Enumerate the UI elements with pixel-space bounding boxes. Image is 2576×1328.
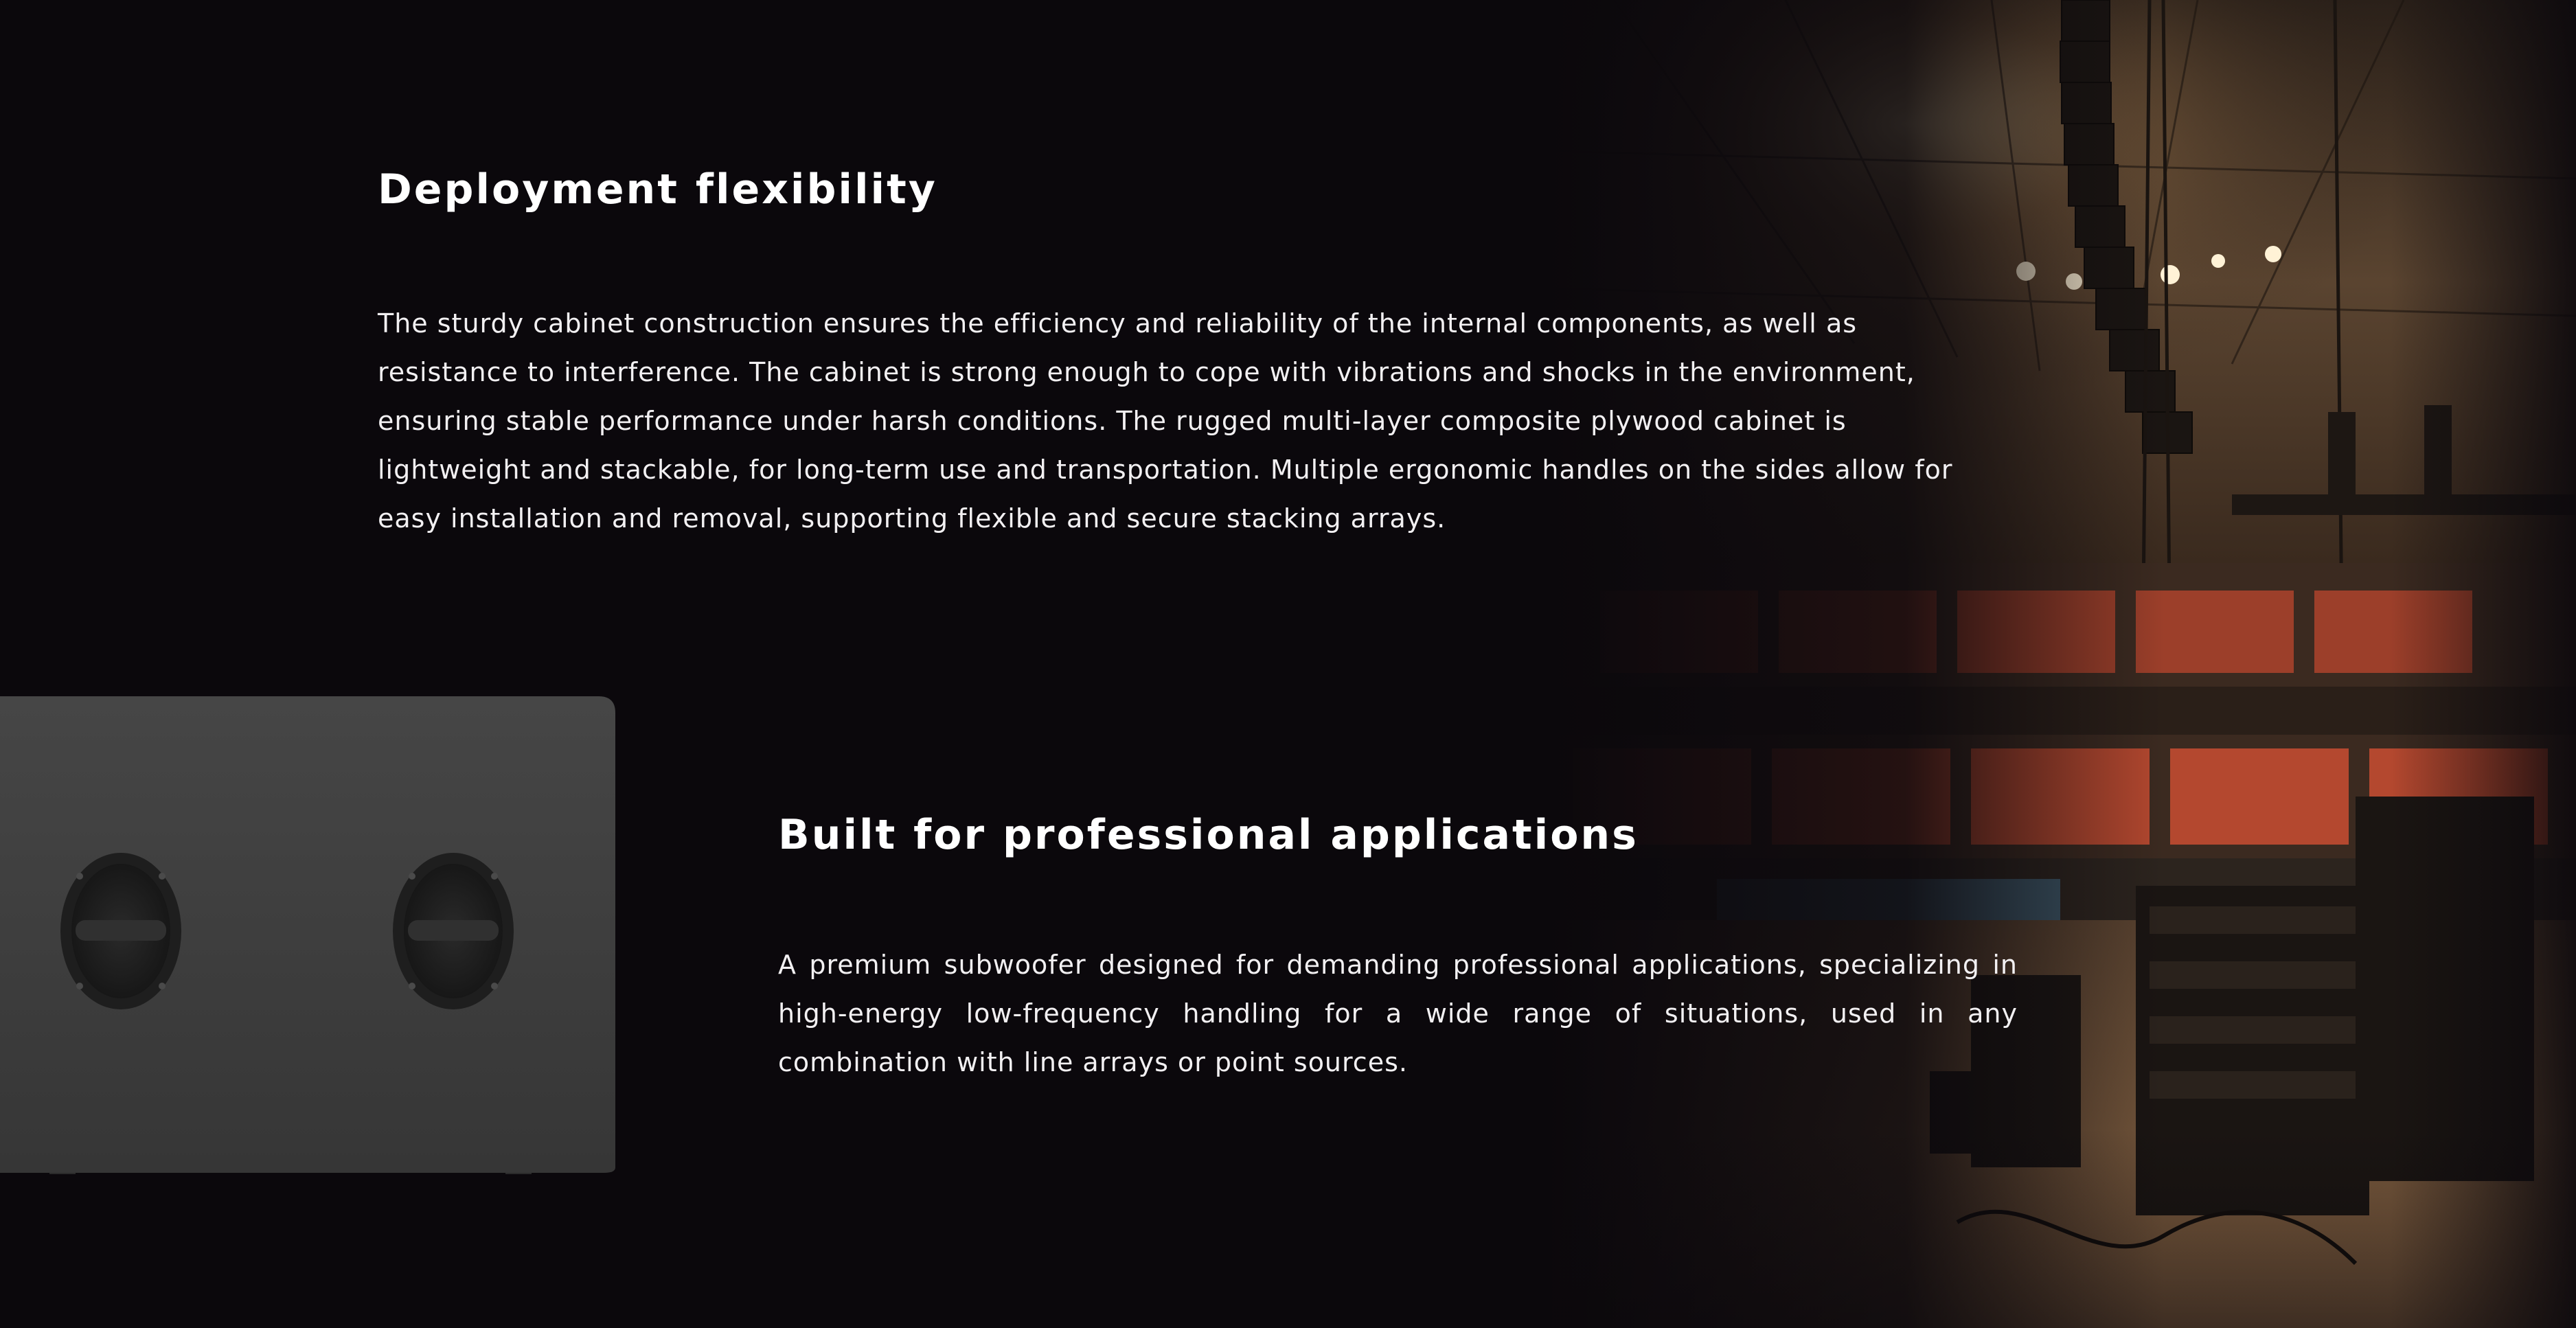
- section-body: The sturdy cabinet construction ensures the efficiency and reliability of the internal components, as well as resistance to interference. The cabinet is strong enough to cope with vibrations and shocks in the environment, ensuring stable performance under harsh conditions. The rugged multi-layer composite plywood cabinet is lightweight and stackable, for long-term use and transportation. Multiple ergonomic handles on the sides allow for easy installation and removal, supporting flexible and secure stacking arrays.: [378, 308, 1953, 534]
- handle-icon: [60, 853, 181, 1009]
- section-professional-applications: [778, 810, 2018, 1087]
- speaker-cabinet-image: [0, 694, 618, 1174]
- handle-icon: [393, 853, 514, 1009]
- section-heading: Built for professional applications: [778, 811, 1639, 859]
- section-deployment-flexibility: [378, 165, 1985, 543]
- section-heading: Deployment flexibility: [378, 165, 937, 214]
- section-body: A premium subwoofer designed for demanding professional applications, specializing in high-energy low-frequency handling for a wide range of situations, used in any combination with line arrays or point sources.: [778, 950, 2018, 1077]
